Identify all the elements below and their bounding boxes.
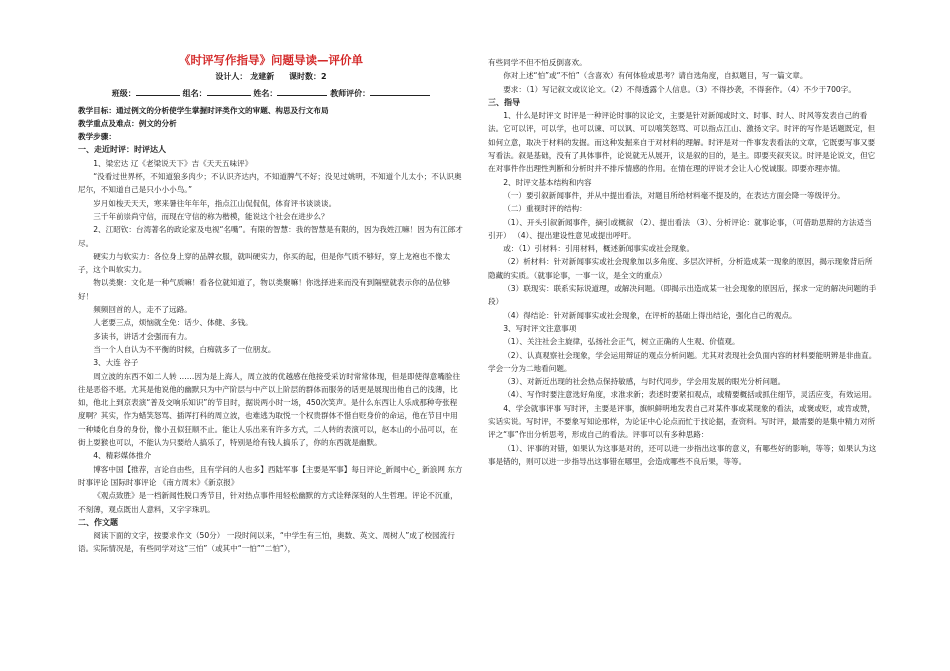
- right-paragraph: （3）联现实：联系实际说道理，或解决问题。（即揭示出造成某一社会现象的原因后，探求一定的解决问题的手段）: [488, 284, 877, 307]
- right-paragraph: （4）得结论：针对新闻事实或社会现象，在评析的基础上得出结论，强化自己的观点。: [503, 310, 797, 320]
- left-paragraph: 1、梁宏达 辽《老梁说天下》吉《天天五味评》: [93, 158, 253, 168]
- class-label: 班级：: [111, 89, 136, 99]
- left-paragraph: 博客中国【推荐，言论自由些，且有学问的人也多】西陆军事【主要是军事】每日评论_新闻中心_ 新浪网 东方时事评论 国际时事评论 《南方周末》《新京报》: [78, 464, 463, 487]
- right-paragraph: （1）、关注社会主旋律，弘扬社会正气，树立正确的人生观、价值观。: [503, 337, 740, 347]
- right-paragraph: 你对上述“怕”或“不怕”（含喜欢）有何体验或思考？请自选角度，自拟题目，写一篇文章。: [503, 71, 808, 81]
- left-paragraph: 教学目标：通过例文的分析使学生掌握时评类作文的审题、构思及行文布局: [78, 105, 329, 115]
- left-paragraph: 当一个人自认为不平衡的时候，白痴就多了一位朋友。: [93, 344, 276, 354]
- group-label: 组名：: [182, 89, 207, 99]
- right-paragraph: （1）、评事的对错，如果认为这事是对的，还可以进一步指出这事的意义，有哪些好的影响，等等；如果认为这事是错的，则可以进一步指导出这事错在哪里，会造成哪些不良后果，等等。: [488, 443, 877, 466]
- left-paragraph: 多读书，讲话才会强而有力。: [93, 331, 192, 341]
- left-paragraph: 3、大连 谷子: [93, 358, 139, 368]
- right-column: [488, 56, 878, 468]
- name-blank: [277, 86, 327, 96]
- left-paragraph: 三千年前崇尚守信，而现在守信的称为楷模，能说这个社会在进步么？: [93, 211, 329, 221]
- left-body: [78, 104, 464, 556]
- right-paragraph: 三、指导: [488, 97, 520, 107]
- left-paragraph: 二、作文题: [78, 517, 118, 527]
- right-paragraph: 有些同学不但不怕反倒喜欢。: [488, 58, 587, 67]
- right-paragraph: （二）重视时评的结构：: [503, 204, 587, 214]
- right-paragraph: （一）要引叙新闻事件，并从中提出看法，对题目所给材料毫不提及的，在表达方面会降一等级评分。: [503, 190, 845, 200]
- right-paragraph: 4、学会就事评事 写时评，主要是评事，旗帜鲜明地发表自己对某件事或某现象的看法，或褒或贬，或肯或赞，实话实说。写时评，不要象写知论那样，为论证中心论点而忙于找论据，查资料。写时评，最需要的是集中精力对所评之“事”作出分析思考，形成自己的看法。评事可以有多种思路：: [488, 403, 876, 440]
- teacher-eval-blank: [370, 86, 430, 96]
- left-paragraph: 硬实力与软实力：各位身上穿的品牌衣服，就叫硬实力，你买的起，但是你气质不够好，穿上龙袍也不像太子，这个叫软实力。: [78, 251, 451, 275]
- left-paragraph: 《观点致胜》是一档新闻性脱口秀节目，针对热点事件用轻松幽默的方式诠释深刻的人生哲理。评论不沉重，不刻薄，观点既出人意料，又字字珠玑。: [78, 491, 458, 514]
- left-paragraph: 一、走近时评：时评达人: [78, 145, 166, 155]
- designer-label: 设计人： 龙建新: [215, 72, 275, 81]
- left-paragraph: 教学重点及难点：例文的分析: [78, 118, 177, 128]
- left-paragraph: 4、精彩媒体推介: [93, 451, 152, 461]
- right-paragraph: 或：（1）引材料：引用材料，概述新闻事实或社会现象。: [503, 244, 695, 254]
- left-paragraph: 频频回首的人，走不了远路。: [93, 305, 192, 315]
- left-paragraph: 物以类聚：文化是一种气质嘛！看各位就知道了，物以类聚嘛！你选择进来而没有到隔壁就表示你的品位够好！: [78, 278, 451, 301]
- student-info-row: [78, 86, 464, 100]
- left-paragraph: “没看过世界杯，不知道狼多肉少；不认识齐达内，不知道脾气不好；没见过姚明，不知道个儿太小；不认识奥尼尔，不知道自己是只小小小鸟。”: [78, 172, 462, 195]
- right-paragraph: （1）、开头引叙新闻事件，摘引或概叙 （2）、提出看法 （3）、分析评论：就事论事，（可借助思辩的方法适当引开） （4）、提出建设性意见或提出呼吁。: [488, 217, 872, 240]
- right-paragraph: （2）析材料：针对新闻事实或社会现象加以多角度、多层次评析，分析造成某一现象的原因，揭示现象背后所隐藏的实质。（就事论事，一事一议，是全文的重点）: [488, 257, 873, 280]
- left-paragraph: 岁月如梭天天天，寒来暑往年年年，指点江山侃侃侃，体育评书谈谈谈。: [93, 198, 337, 208]
- right-paragraph: （4）、写作时要注意选好角度，求准求新；表述时要紧扣观点，或精要概括或抓住细节，灵活应变，有效运用。: [503, 390, 877, 400]
- right-paragraph: 1、什么是时评文 时评是一种评论时事的议论文，主要是针对新闻或时文、时事、时人、时风等发表自己的看法。它可以评，可以学，也可以谏、可以讽、可以嘻笑怒骂、可以指点江山、激扬文字。时评的写作是话题既定，但如何立意，取决于材料的发掘。而这种发掘来自于对材料的理解。时评是对一件事发表看法的文章，它既要写事又要写看法。叙是基础，没有了具体事件，论说就无从展开，议是叙的目的，是主。即要夹叙夹议。时评是论说文，但它在对事件作出理性判断和分析时并不排斥情感的作用。在情在理的评说才会让人心悦诚服。即要亦理亦情。: [488, 111, 876, 174]
- right-paragraph: 3、写时评文注意事项: [503, 323, 577, 333]
- left-paragraph: 人老要三点，烦恼就全免：话少、体健、多钱。: [93, 318, 253, 328]
- class-blank: [136, 86, 180, 96]
- right-paragraph: 2、时评文基本结构和内容: [503, 177, 592, 187]
- group-blank: [207, 86, 251, 96]
- header-info: [78, 70, 464, 83]
- left-paragraph: 2、江昭钦：台湾著名的政论家及电视“名嘴”。有限的智慧：我的智慧是有限的，因为我姓江嘛！因为有江郎才尽。: [78, 225, 463, 248]
- teacher-eval-label: 教师评价：: [330, 89, 371, 99]
- left-paragraph: 教学步骤：: [78, 132, 116, 142]
- hours-label: 课时数：2: [289, 72, 327, 81]
- page-title: 《时评写作指导》问题导读—评价单: [179, 53, 363, 67]
- right-body: [488, 56, 878, 468]
- right-paragraph: 要求：（1）写记叙文或议论文。（2）不得透露个人信息。（3）不得抄袭，不得套作。（4）不少于700字。: [503, 84, 856, 94]
- left-paragraph: 阅读下面的文字，按要求作文（50分） 一段时间以来，“中学生有三怕，奥数、英文、周树人”成了校园流行语。实际情况是，有些同学对这“三怕”（或其中“一怕”“二怕”），: [78, 531, 455, 554]
- right-paragraph: （2）、认真观察社会现象，学会运用辩证的观点分析问题。尤其对表现社会负面内容的材料要能明辨是非曲直。学会一分为二地看问题。: [488, 350, 877, 373]
- right-paragraph: （3）、对新近出现的社会热点保持敏感，与时代同步，学会用发展的眼光分析问题。: [503, 377, 786, 387]
- name-label: 姓名：: [253, 89, 278, 99]
- left-column: [78, 52, 464, 556]
- left-paragraph: 周立波的东西不如二人转 ……因为是上海人，周立波的优越感在他接受采访时常常体现，但是即使得意嘴脸往往是恶俗不堪。尤其是他说他的幽默只为中产阶层与中产以上阶层的群体而服务的话更是展现出他自己的浅薄，比如，他北上到京表演“普及交响乐知识”的节目时，据说两小时一场，450次笑声。是什么东西让人乐成那种夸张程度啊？其实，作为蜡笑怒骂、插诨打科的周立波，也难逃为取悦一个权贵群体不惜自贬身价的命运，他在节目中用一种矮化自身的身份，像小丑似狂顺不止。能让人乐出来有许多方式，二人转的表演可以，赵本山的小品可以，在街上耍猴也可以，不能认为只要给人搞乐了，特别是给有钱人搞乐了，你的东西就是幽默。: [78, 371, 461, 448]
